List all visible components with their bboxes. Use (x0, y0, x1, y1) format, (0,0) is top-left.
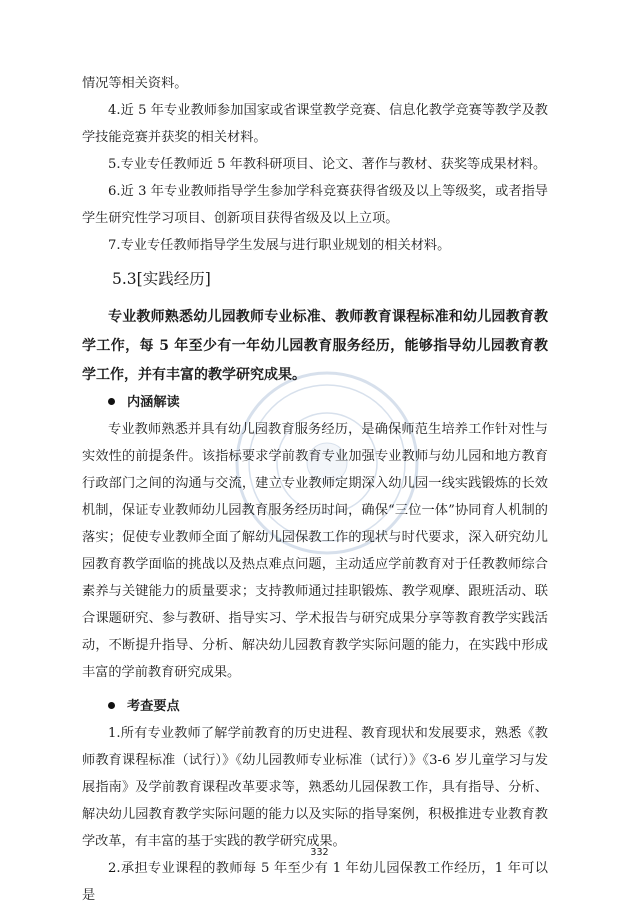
bullet-dot-icon (108, 702, 115, 709)
section-heading: 5.3[实践经历] (112, 270, 211, 288)
interpretation-paragraph: 专业教师熟悉并具有幼儿园教育服务经历，是确保师范生培养工作针对性与实效性的前提条件。该指标要求学前教育专业加强专业教师与幼儿园和地方教育行政部门之间的沟通与交流，建立专业教师定期深入幼儿园一线实践锻炼的长效机制，保证专业教师幼儿园教育服务经历时间，确保“三位一体”协同育人机制的落实；促使专业教师全面了解幼儿园保教工作的现状与时代要求，深入研究幼儿园教育教学面临的挑战以及热点难点问题，主动适应学前教育对于任教教师综合素养与关键能力的质量要求；支持教师通过挂职锻炼、教学观摩、跟班活动、联合课题研究、参与教研、指导实习、学术报告与研究成果分享等教育教学实践活动，不断提升指导、分析、解决幼儿园教育教学实际问题的能力，在实践中形成丰富的学前教育研究成果。 (82, 422, 548, 680)
bullet-dot-icon (108, 398, 115, 405)
bullet-check-points (108, 694, 548, 720)
spacer (82, 686, 548, 694)
page-number: 332 (310, 847, 329, 858)
bullet-label: 考查要点 (127, 699, 180, 714)
bullet-interpretation (108, 390, 548, 416)
item-6: 6.近 3 年专业教师指导学生参加学科竞赛获得省级及以上等级奖，或者指导学生研究性学习项目、创新项目获得省级及以上立项。 (82, 184, 548, 226)
check-point-1: 1.所有专业教师了解学前教育的历史进程、教育现状和发展要求，熟悉《教师教育课程标准（试行）》《幼儿园教师专业标准（试行）》《3-6 岁儿童学习与发展指南》及学前教育课程改革要求等，熟悉幼儿园保教工作，具有指导、分析、解决幼儿园教育教学实际问题的能力以及实际的指导案例，积极推进专业教育教学改革，有丰富的基于实践的教学研究成果。 (82, 726, 548, 849)
page-content (82, 70, 548, 909)
bullet-label: 内涵解读 (127, 395, 180, 410)
item-5: 5.专业专任教师近 5 年教科研项目、论文、著作与教材、获奖等成果材料。 (108, 157, 547, 172)
paragraph-continuation: 情况等相关资料。 (82, 76, 188, 91)
standard-statement: 专业教师熟悉幼儿园教师专业标准、教师教育课程标准和幼儿园教育教学工作，每 5 年至少有一年幼儿园教育服务经历，能够指导幼儿园教育教学工作，并有丰富的教学研究成果。 (82, 309, 548, 383)
item-7: 7.专业专任教师指导学生发展与进行职业规划的相关材料。 (108, 238, 451, 253)
check-point-2: 2.承担专业课程的教师每 5 年至少有 1 年幼儿园保教工作经历，1 年可以是 (82, 861, 548, 903)
item-4: 4.近 5 年专业教师参加国家或省课堂教学竞赛、信息化教学竞赛等教学及教学技能竞赛并获奖的相关材料。 (82, 103, 548, 145)
